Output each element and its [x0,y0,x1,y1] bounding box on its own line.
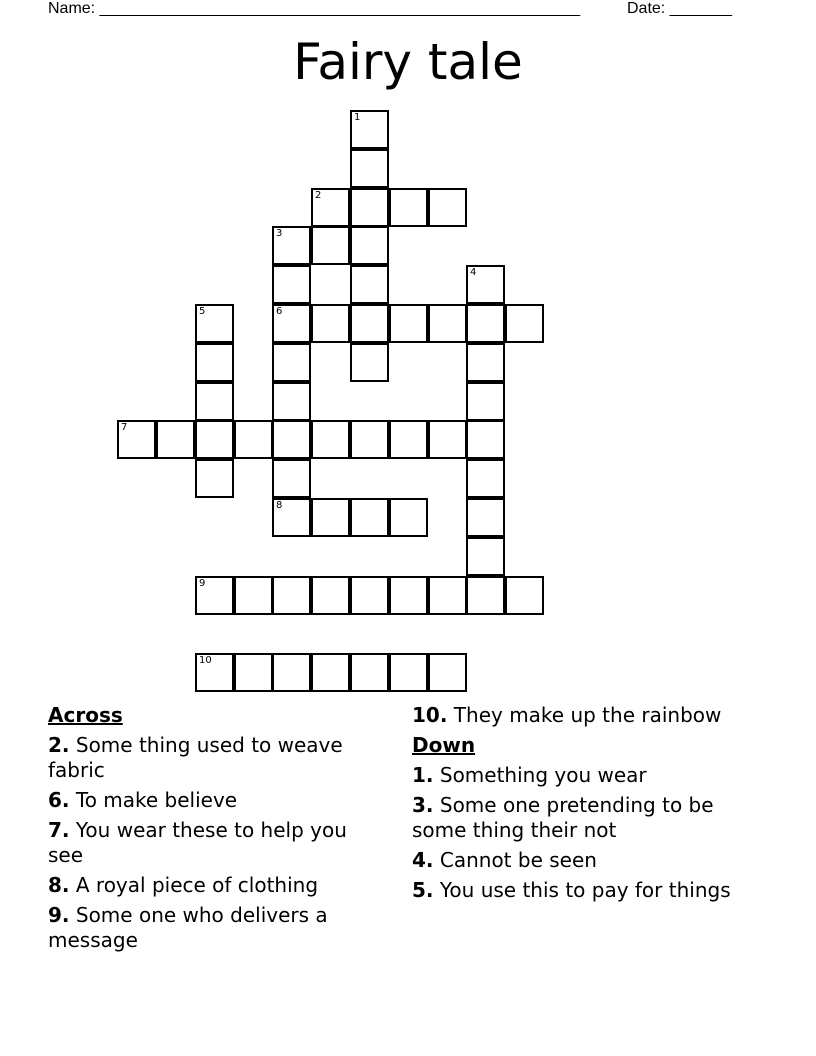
page-title: Fairy tale [293,33,523,91]
grid-cell[interactable] [311,653,350,692]
grid-cell[interactable] [350,653,389,692]
grid-cell[interactable] [428,576,467,615]
grid-cell[interactable] [272,420,311,459]
grid-cell[interactable] [428,420,467,459]
grid-cell[interactable] [466,304,505,343]
grid-cell[interactable] [466,576,505,615]
grid-cell[interactable] [389,304,428,343]
grid-cell[interactable] [311,576,350,615]
clue-number: 4 [470,267,477,278]
grid-cell[interactable] [117,420,156,459]
clue-number: 5 [199,306,206,317]
grid-cell[interactable] [195,382,234,421]
grid-cell[interactable] [350,576,389,615]
down-heading: Down [412,733,476,757]
grid-cell[interactable] [234,420,273,459]
clue-down-1: 1. Something you wear [412,763,647,787]
grid-cell[interactable] [311,226,350,265]
grid-cell[interactable] [272,498,311,537]
name-field-line: Name: ______________________________________________________ [48,0,581,17]
grid-cell[interactable] [311,188,350,227]
clue-across-8: 8. A royal piece of clothing [48,873,319,897]
grid-cell[interactable] [272,653,311,692]
grid-cell[interactable] [466,265,505,304]
grid-cell[interactable] [195,576,234,615]
clue-number: 8 [276,500,283,511]
grid-cell[interactable] [195,420,234,459]
grid-cell[interactable] [466,459,505,498]
grid-cell[interactable] [389,420,428,459]
grid-cell[interactable] [195,343,234,382]
grid-cell[interactable] [428,304,467,343]
grid-cell[interactable] [350,265,389,304]
clue-number: 3 [276,228,283,239]
grid-cell[interactable] [311,498,350,537]
grid-cell[interactable] [195,653,234,692]
grid-cell[interactable] [428,188,467,227]
clues-right-column [412,703,752,908]
grid-cell[interactable] [234,653,273,692]
across-heading: Across [48,703,123,727]
grid-cell[interactable] [195,304,234,343]
grid-cell[interactable] [156,420,195,459]
grid-cell[interactable] [272,382,311,421]
grid-cell[interactable] [389,188,428,227]
date-field-line: Date: _______ [627,0,732,17]
clue-number: 6 [276,306,283,317]
grid-cell[interactable] [272,576,311,615]
clue-across-2: 2. Some thing used to weave fabric [48,733,343,782]
clues-left-column [48,703,388,958]
clue-number: 9 [199,578,206,589]
grid-cell[interactable] [195,459,234,498]
grid-cell[interactable] [466,343,505,382]
grid-cell[interactable] [505,576,544,615]
grid-cell[interactable] [466,382,505,421]
grid-cell[interactable] [350,226,389,265]
grid-cell[interactable] [272,265,311,304]
grid-cell[interactable] [272,459,311,498]
grid-cell[interactable] [350,343,389,382]
clue-across-6: 6. To make believe [48,788,238,812]
clue-across-9: 9. Some one who delivers a message [48,903,328,952]
grid-cell[interactable] [350,420,389,459]
grid-cell[interactable] [389,653,428,692]
grid-cell[interactable] [389,498,428,537]
grid-cell[interactable] [350,149,389,188]
clue-down-5: 5. You use this to pay for things [412,878,731,902]
grid-cell[interactable] [272,304,311,343]
grid-cell[interactable] [350,304,389,343]
grid-cell[interactable] [272,226,311,265]
clue-number: 10 [199,655,212,666]
grid-cell[interactable] [389,576,428,615]
clue-number: 2 [315,190,322,201]
clue-across-10: 10. They make up the rainbow [412,703,722,727]
clue-down-3: 3. Some one pretending to be some thing their not [412,793,714,842]
grid-cell[interactable] [350,498,389,537]
grid-cell[interactable] [311,304,350,343]
grid-cell[interactable] [466,420,505,459]
grid-cell[interactable] [466,498,505,537]
grid-cell[interactable] [272,343,311,382]
grid-cell[interactable] [350,110,389,149]
grid-cell[interactable] [234,576,273,615]
grid-cell[interactable] [466,537,505,576]
grid-cell[interactable] [428,653,467,692]
grid-cell[interactable] [311,420,350,459]
grid-cell[interactable] [350,188,389,227]
clue-down-4: 4. Cannot be seen [412,848,597,872]
clue-number: 7 [121,422,128,433]
grid-cell[interactable] [505,304,544,343]
clue-across-7: 7. You wear these to help you see [48,818,347,867]
clue-number: 1 [354,112,361,123]
